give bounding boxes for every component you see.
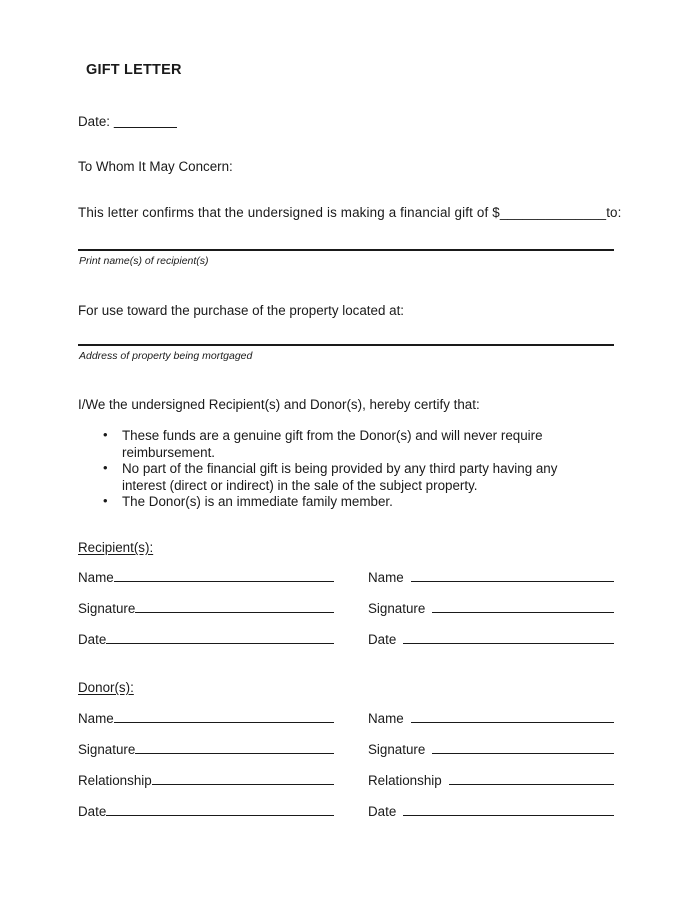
- list-item: • No part of the financial gift is being provided by any third party having any interest (direct or indirect) in the sale of the subject property.: [103, 461, 603, 494]
- recipient2-date-field[interactable]: [368, 632, 614, 647]
- donor2-date-field[interactable]: [368, 804, 614, 819]
- donor1-relationship-field[interactable]: [78, 773, 334, 788]
- date-line: [78, 113, 177, 131]
- donor2-relationship-line[interactable]: [449, 784, 614, 785]
- recipient1-date-field[interactable]: [78, 632, 334, 647]
- recipient1-signature-label: Signature: [78, 601, 136, 616]
- date-label: Date:: [78, 114, 111, 129]
- recipient2-signature-field[interactable]: [368, 601, 614, 616]
- donor1-signature-label: Signature: [78, 742, 136, 757]
- donor2-name-label: Name: [368, 711, 404, 726]
- donor1-date-label: Date: [78, 804, 107, 819]
- property-address-rule[interactable]: [78, 344, 614, 346]
- gift-confirmation-sentence: [78, 204, 622, 222]
- donor1-signature-field[interactable]: [78, 742, 334, 757]
- donor1-name-label: Name: [78, 711, 114, 726]
- recipient1-date-line[interactable]: [106, 643, 334, 644]
- recipient2-name-field[interactable]: [368, 570, 614, 585]
- recipient2-name-line[interactable]: [411, 581, 614, 582]
- salutation: To Whom It May Concern:: [78, 159, 233, 174]
- donor2-signature-line[interactable]: [432, 753, 614, 754]
- donor1-date-field[interactable]: [78, 804, 334, 819]
- recipient1-name-field[interactable]: [78, 570, 334, 585]
- donor2-date-label: Date: [368, 804, 397, 819]
- recipient1-signature-line[interactable]: [135, 612, 334, 613]
- table-row: [78, 804, 614, 835]
- donor2-relationship-field[interactable]: [368, 773, 614, 788]
- gift-confirmation-prefix: This letter confirms that the undersigned is making a financial gift of $: [78, 205, 500, 220]
- property-intro: For use toward the purchase of the property located at:: [78, 303, 405, 318]
- table-row: [78, 773, 614, 804]
- table-row: [78, 570, 614, 601]
- date-blank[interactable]: [114, 114, 177, 129]
- table-row: [78, 601, 614, 632]
- table-row: [78, 711, 614, 742]
- recipient2-date-label: Date: [368, 632, 397, 647]
- donor1-date-line[interactable]: [106, 815, 334, 816]
- certify-intro: I/We the undersigned Recipient(s) and Donor(s), hereby certify that:: [78, 397, 480, 412]
- recipient1-name-line[interactable]: [114, 581, 334, 582]
- table-row: [78, 632, 614, 663]
- donor1-relationship-line[interactable]: [152, 784, 334, 785]
- list-item: • The Donor(s) is an immediate family member.: [103, 494, 603, 511]
- donor2-signature-label: Signature: [368, 742, 426, 757]
- recipient2-date-line[interactable]: [403, 643, 614, 644]
- table-row: [78, 742, 614, 773]
- gift-amount-blank[interactable]: ______________: [499, 205, 607, 220]
- recipient1-name-label: Name: [78, 570, 114, 585]
- recipients-heading: Recipient(s):: [78, 540, 154, 555]
- property-address-caption: Address of property being mortgaged: [79, 350, 253, 362]
- recipient-name-caption: Print name(s) of recipient(s): [79, 255, 209, 267]
- donors-heading: Donor(s):: [78, 680, 134, 695]
- donor2-signature-field[interactable]: [368, 742, 614, 757]
- recipient-name-rule[interactable]: [78, 249, 614, 251]
- donor2-name-field[interactable]: [368, 711, 614, 726]
- recipient2-name-label: Name: [368, 570, 404, 585]
- donor2-date-line[interactable]: [403, 815, 614, 816]
- page-title: GIFT LETTER: [86, 62, 182, 78]
- donor1-name-field[interactable]: [78, 711, 334, 726]
- recipient1-date-label: Date: [78, 632, 107, 647]
- recipients-signature-grid: [78, 570, 614, 663]
- donors-signature-grid: [78, 711, 614, 835]
- donor1-name-line[interactable]: [114, 722, 334, 723]
- recipient2-signature-label: Signature: [368, 601, 426, 616]
- donor2-name-line[interactable]: [411, 722, 614, 723]
- donor1-signature-line[interactable]: [135, 753, 334, 754]
- certification-list: [103, 428, 603, 511]
- list-item: • These funds are a genuine gift from the Donor(s) and will never require reimbursement.: [103, 428, 603, 461]
- recipient2-signature-line[interactable]: [432, 612, 614, 613]
- gift-confirmation-suffix: to:: [606, 205, 622, 220]
- donor1-relationship-label: Relationship: [78, 773, 152, 788]
- donor2-relationship-label: Relationship: [368, 773, 442, 788]
- recipient1-signature-field[interactable]: [78, 601, 334, 616]
